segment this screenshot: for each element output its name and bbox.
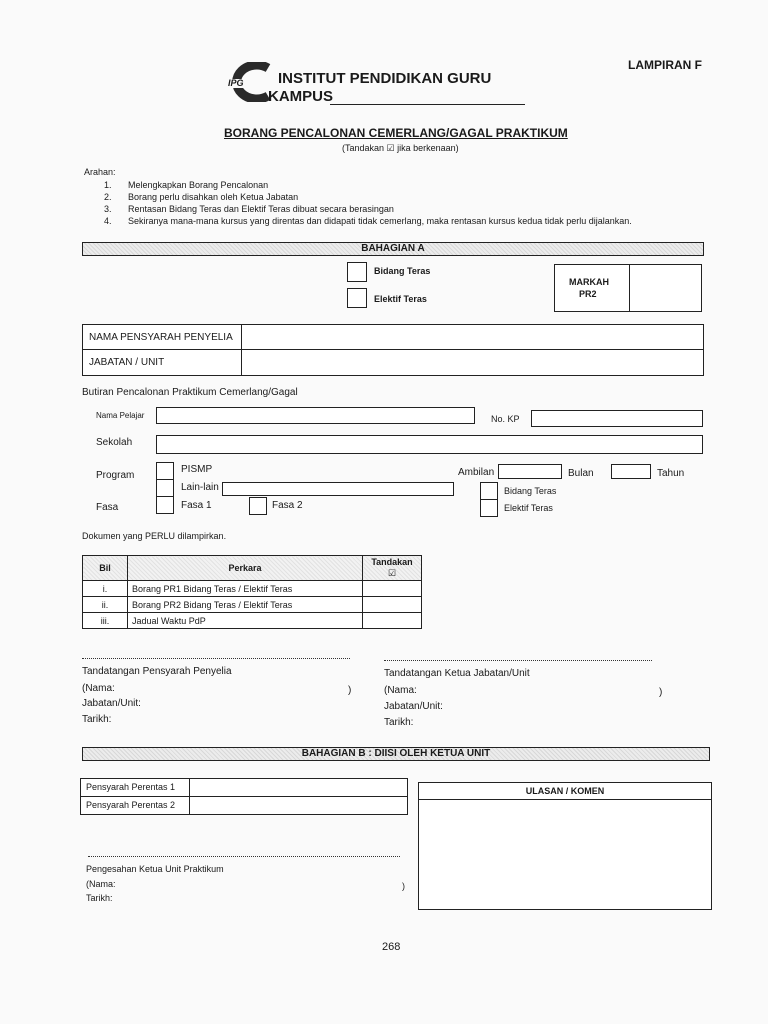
- verify-signature-line[interactable]: [88, 856, 400, 857]
- verify-date-label: Tarikh:: [86, 893, 113, 903]
- instruction-num: 3.: [104, 204, 112, 214]
- examiners-table: [80, 778, 408, 815]
- fasa1-checkbox[interactable]: [156, 496, 174, 514]
- instructions-label: Arahan:: [84, 167, 116, 177]
- pismp-label: PISMP: [181, 464, 213, 475]
- appendix-label: LAMPIRAN F: [628, 58, 702, 72]
- comments-box[interactable]: [418, 782, 712, 910]
- col-perkara: Perkara: [128, 556, 363, 581]
- form-subtitle: (Tandakan ☑ jika berkenaan): [342, 143, 459, 153]
- instruction-text: Melengkapkan Borang Pencalonan: [128, 180, 269, 190]
- row-perkara: Borang PR2 Bidang Teras / Elektif Teras: [128, 597, 363, 613]
- examiner2-input[interactable]: [192, 798, 404, 812]
- fasa-label: Fasa: [96, 502, 119, 513]
- ambilan-label: Ambilan: [458, 467, 495, 478]
- instruction-num: 2.: [104, 192, 112, 202]
- left-signature-line[interactable]: [82, 658, 350, 659]
- table-row: [83, 581, 422, 597]
- supervisor-name-input[interactable]: [244, 327, 699, 347]
- row-perkara: Borang PR1 Bidang Teras / Elektif Teras: [128, 581, 363, 597]
- verify-title: Pengesahan Ketua Unit Praktikum: [86, 864, 224, 874]
- fasa2-checkbox[interactable]: [249, 497, 267, 515]
- institute-name: INSTITUT PENDIDIKAN GURU: [278, 70, 492, 87]
- col-divider: [189, 779, 190, 814]
- markah-code: PR2: [579, 289, 597, 299]
- supervisor-name-label: NAMA PENSYARAH PENYELIA: [89, 332, 233, 343]
- ambilan-input[interactable]: [498, 464, 562, 479]
- markah-label: MARKAH: [569, 277, 609, 287]
- bidang-teras-detail-checkbox[interactable]: [480, 482, 498, 500]
- instruction-text: Sekiranya mana-mana kursus yang direntas dan didapati tidak cemerlang, maka rentasan kursus kedua tidak perlu dijalankan.: [128, 216, 632, 226]
- section-a-header: BAHAGIAN A: [82, 242, 704, 256]
- row-tick-cell[interactable]: [363, 597, 422, 613]
- comments-label: ULASAN / KOMEN: [525, 786, 605, 796]
- school-label: Sekolah: [96, 437, 133, 448]
- row-divider: [81, 796, 407, 797]
- left-signature-title: Tandatangan Pensyarah Penyelia: [82, 666, 232, 677]
- institute-logo: [224, 62, 274, 102]
- right-name-label: (Nama:: [384, 685, 417, 696]
- department-input[interactable]: [244, 352, 699, 372]
- lain-lain-checkbox[interactable]: [156, 479, 174, 497]
- markah-box: [554, 264, 702, 312]
- row-tick-cell[interactable]: [363, 613, 422, 629]
- right-date-label: Tarikh:: [384, 717, 414, 728]
- documents-table: [82, 555, 422, 629]
- examiner1-input[interactable]: [192, 780, 404, 794]
- bidang-teras-detail-label: Bidang Teras: [504, 486, 557, 496]
- examiner1-label: Pensyarah Perentas 1: [86, 782, 176, 792]
- form-title: BORANG PENCALONAN CEMERLANG/GAGAL PRAKTIKUM: [224, 126, 568, 140]
- verify-name-label: (Nama:: [86, 879, 116, 889]
- row-bil: ii.: [83, 597, 128, 613]
- row-bil: i.: [83, 581, 128, 597]
- right-name-close: ): [659, 687, 663, 698]
- elektif-teras-label: Elektif Teras: [374, 294, 427, 304]
- left-name-close: ): [348, 685, 352, 696]
- bulan-label: Bulan: [568, 468, 594, 479]
- elektif-teras-detail-checkbox[interactable]: [480, 499, 498, 517]
- section-b-header: BAHAGIAN B : DIISI OLEH KETUA UNIT: [82, 747, 710, 761]
- elektif-teras-checkbox[interactable]: [347, 288, 367, 308]
- row-perkara: Jadual Waktu PdP: [128, 613, 363, 629]
- check-icon: ☑: [387, 568, 397, 578]
- ic-no-input[interactable]: [531, 410, 703, 427]
- lain-lain-label: Lain-lain: [181, 482, 219, 493]
- right-signature-title: Tandatangan Ketua Jabatan/Unit: [384, 668, 530, 679]
- instruction-text: Rentasan Bidang Teras dan Elektif Teras dibuat secara berasingan: [128, 204, 394, 214]
- student-name-input[interactable]: [156, 407, 475, 424]
- col-divider: [241, 325, 242, 375]
- fasa2-label: Fasa 2: [272, 500, 303, 511]
- instruction-text: Borang perlu disahkan oleh Ketua Jabatan: [128, 192, 299, 202]
- elektif-teras-detail-label: Elektif Teras: [504, 503, 553, 513]
- page-number: 268: [382, 941, 401, 953]
- col-bil: Bil: [83, 556, 128, 581]
- col-tandakan: [363, 556, 422, 581]
- row-bil: iii.: [83, 613, 128, 629]
- school-input[interactable]: [156, 435, 703, 454]
- table-header-row: [83, 556, 422, 581]
- table-row: [83, 613, 422, 629]
- left-dept-label: Jabatan/Unit:: [82, 698, 141, 709]
- documents-heading: Dokumen yang PERLU dilampirkan.: [82, 531, 227, 541]
- examiner2-label: Pensyarah Perentas 2: [86, 800, 176, 810]
- tahun-input[interactable]: [611, 464, 651, 479]
- right-signature-line[interactable]: [384, 660, 652, 661]
- instruction-num: 4.: [104, 216, 112, 226]
- verify-name-close: ): [402, 881, 405, 891]
- table-row: [83, 597, 422, 613]
- ic-no-label: No. KP: [491, 414, 520, 424]
- markah-input[interactable]: [631, 267, 699, 309]
- bidang-teras-checkbox[interactable]: [347, 262, 367, 282]
- instruction-num: 1.: [104, 180, 112, 190]
- row-divider: [83, 349, 703, 350]
- fasa1-label: Fasa 1: [181, 500, 212, 511]
- campus-label: KAMPUS: [268, 88, 334, 105]
- right-dept-label: Jabatan/Unit:: [384, 701, 443, 712]
- lain-lain-input[interactable]: [222, 482, 454, 496]
- program-label: Program: [96, 470, 135, 481]
- comments-header-divider: [419, 799, 711, 800]
- pismp-checkbox[interactable]: [156, 462, 174, 480]
- row-tick-cell[interactable]: [363, 581, 422, 597]
- campus-line[interactable]: [330, 104, 525, 105]
- department-label: JABATAN / UNIT: [89, 357, 165, 368]
- bidang-teras-label: Bidang Teras: [374, 266, 431, 276]
- student-name-label: Nama Pelajar: [96, 411, 145, 420]
- tandakan-label: Tandakan: [371, 557, 413, 567]
- left-name-label: (Nama:: [82, 683, 115, 694]
- tahun-label: Tahun: [657, 468, 685, 479]
- details-heading: Butiran Pencalonan Praktikum Cemerlang/Gagal: [82, 387, 298, 398]
- left-date-label: Tarikh:: [82, 714, 112, 725]
- markah-divider: [629, 265, 630, 311]
- logo-text: IPG: [228, 78, 244, 88]
- supervisor-table: [82, 324, 704, 376]
